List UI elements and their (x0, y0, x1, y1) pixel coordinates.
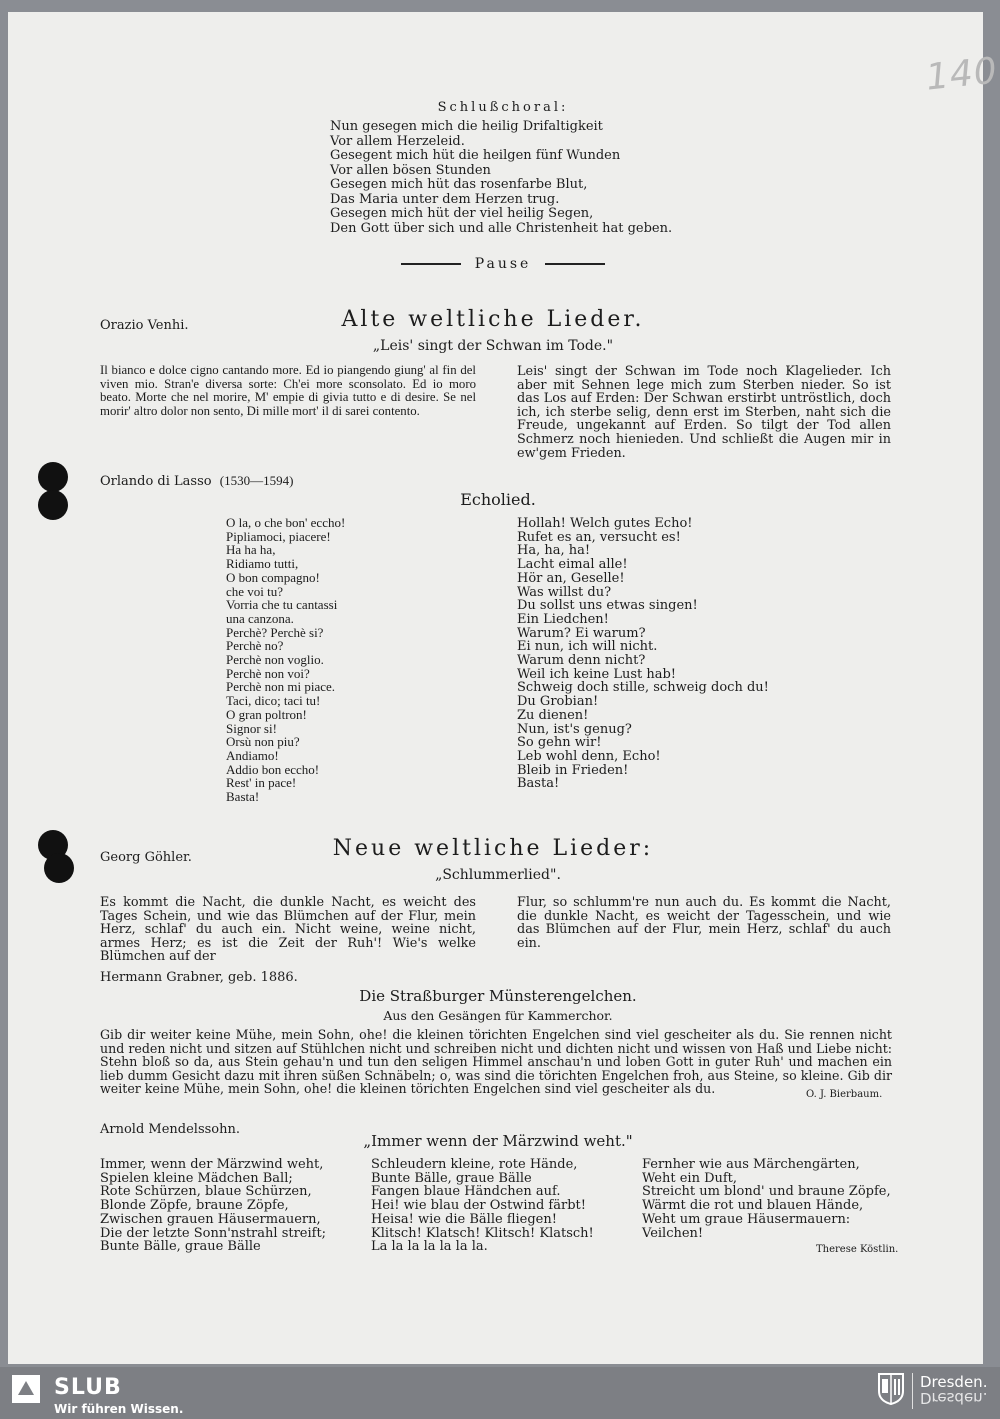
section-heading-schlusschoral: Schlußchoral: (437, 100, 569, 115)
song-title: Die Straßburger Münsterengelchen. (359, 987, 637, 1005)
german-lines (517, 517, 817, 791)
lyric-line: Ha, ha, ha! (517, 543, 591, 559)
composer-name: Arnold Mendelssohn. (100, 1122, 241, 1137)
composer-name: Orlando di Lasso (100, 474, 212, 489)
lyricist-name: O. J. Bierbaum. (806, 1089, 883, 1100)
lyric-line: Perchè non voglio. (226, 652, 324, 668)
lyric-line: Immer, wenn der Märzwind weht, (100, 1157, 324, 1172)
song-title: „Leis' singt der Schwan im Tode." (372, 338, 614, 354)
lyric-line: Zwischen grauen Häusermauern, (100, 1211, 321, 1227)
lyric-line: O gran poltron! (226, 706, 307, 722)
dresden-coat-of-arms-icon (878, 1373, 904, 1405)
composer-line (100, 473, 293, 489)
lyrics-right: Flur, so schlumm're nun auch du. Es kommt die Nacht, die dunkle Nacht, es weicht der Tagesschein, und wie das Blümchen auf der Flur, mein Herz, schlaf' du auch ein. (517, 895, 891, 951)
lyric-line: Basta! (517, 776, 560, 792)
lyric-line: Bunte Bälle, graue Bälle (371, 1170, 532, 1186)
italian-lines (226, 516, 486, 804)
library-tagline: Wir führen Wissen. (54, 1402, 184, 1416)
lyric-line: Wärmt die rot und blauen Hände, (642, 1198, 864, 1214)
italian-lyrics: Il bianco e dolce cigno cantando more. Ed io piangendo giung' al fin del viven mio. Stran'e diversa sorte: Ch'ei more sconsolato. Ed io moro beato. Morte che nel morire, M' empie di givia tutto e di desire. Se nel morir' altro dolor non sento, Di mille mort' il di sarei contento. (100, 363, 476, 418)
lyric-line: Andiamo! (226, 747, 279, 763)
pause-divider (308, 256, 698, 272)
lyric-line: Perchè no? (226, 638, 284, 654)
lyric-line: Signor si! (226, 720, 277, 736)
lyric-line: che voi tu? (226, 583, 284, 599)
lyric-line: Ha ha ha, (226, 542, 276, 558)
lyric-line: Veilchen! (642, 1225, 704, 1241)
lyric-line: Bleib in Frieden! (517, 762, 629, 778)
punch-hole (38, 490, 68, 520)
lyric-line: Heisa! wie die Bälle fliegen! (371, 1211, 557, 1227)
lyric-line: Spielen kleine Mädchen Ball; (100, 1170, 293, 1186)
footer-bar (0, 1367, 1000, 1419)
song-subtitle: Aus den Gesängen für Kammerchor. (383, 1008, 613, 1023)
song-title: Echolied. (460, 490, 536, 509)
lyric-line: O bon compagno! (226, 569, 320, 585)
choral-text: Nun gesegen mich die heilig Drifaltigkeit Vor allem Herzeleid. Gesegent mich hüt die heilgen fünf Wunden Vor allen bösen Stunden Gesegen mich hüt das rosenfarbe Blut, Das Maria unter dem Herzen trug. Gesegen mich hüt der viel heilig Segen, Den Gott über sich und alle Christenheit hat geben. (330, 119, 673, 236)
document-page (8, 12, 1000, 1364)
lyric-line: Was willst du? (517, 584, 612, 600)
lyric-line: Schleudern kleine, rote Hände, (371, 1157, 578, 1172)
punch-hole (44, 853, 74, 883)
lyric-line: Die der letzte Sonn'nstrahl streift; (100, 1225, 327, 1241)
page-number-annotation: 140 (924, 50, 1000, 99)
section-title-neue-lieder: Neue weltliche Lieder: (332, 836, 654, 861)
lyric-line: Addio bon eccho! (226, 761, 320, 777)
library-name: SLUB (54, 1375, 122, 1400)
section-title-alte-lieder: Alte weltliche Lieder. (341, 307, 645, 332)
lyric-line: La la la la la la la. (371, 1239, 488, 1255)
lyric-line: Ein Liedchen! (517, 611, 609, 627)
german-lyrics: Leis' singt der Schwan im Tode noch Klagelieder. Ich aber mit Sehnen lege mich zum Sterben nieder. So ist das Los auf Erden: Der Schwan erstirbt untröstlich, doch ich, ich sterbe selig, denn erst im Sterben, naht sich die Freude, ungekannt auf Erden. So tilgt der Tod allen Schmerz noch hienieden. Und schließt die Augen mir in ew'gem Frieden. (517, 364, 891, 461)
composer-dates: (1530—1594) (219, 473, 294, 488)
lyric-line: Warum? Ei warum? (517, 625, 646, 641)
lyrics-col-1 (100, 1158, 360, 1254)
lyric-line: Taci, dico; taci tu! (226, 693, 321, 709)
lyric-line: Du Grobian! (517, 694, 599, 710)
lyric-line: Bunte Bälle, graue Bälle (100, 1239, 261, 1255)
lyric-line: Blonde Zöpfe, braune Zöpfe, (100, 1198, 289, 1214)
lyric-line: Ei nun, ich will nicht. (517, 639, 658, 655)
composer-name: Georg Göhler. (100, 850, 192, 865)
lyric-line: una canzona. (226, 610, 294, 626)
lyrics-col-2 (371, 1158, 631, 1254)
lyric-line: Rote Schürzen, blaue Schürzen, (100, 1184, 312, 1200)
divider-line (401, 263, 461, 265)
divider-line (545, 263, 605, 265)
lyric-line: Vorria che tu cantassi (226, 597, 338, 613)
lyric-line: Rufet es an, versucht es! (517, 529, 681, 545)
lyric-line: Du sollst uns etwas singen! (517, 598, 698, 614)
lyric-line: Zu dienen! (517, 707, 589, 723)
city-name-reflection: Dresden. (920, 1389, 988, 1407)
lyric-line: Weht um graue Häusermauern: (642, 1211, 851, 1227)
lyric-line: O la, o che bon' eccho! (226, 515, 346, 530)
punch-hole (38, 462, 68, 492)
lyric-line: Fernher wie aus Märchengärten, (642, 1157, 860, 1172)
footer-divider (912, 1373, 913, 1409)
lyric-line: Fangen blaue Händchen auf. (371, 1184, 561, 1200)
lyric-line: Perchè non voi? (226, 665, 310, 681)
pause-label: Pause (474, 256, 532, 272)
lyric-line: Hör an, Geselle! (517, 570, 625, 586)
song-title: „Schlummerlied". (435, 867, 561, 883)
lyric-line: So gehn wir! (517, 735, 602, 751)
lyric-line: Basta! (226, 789, 260, 805)
lyricist-name: Therese Köstlin. (816, 1244, 899, 1255)
city-name: Dresden. (920, 1373, 988, 1391)
lyrics-left: Es kommt die Nacht, die dunkle Nacht, es weicht des Tages Schein, und wie das Blümchen auf der Flur, mein Herz, schlaf' du auch ein. Nicht weine, weine nicht, armes Herz; es ist die Zeit der Ruh'! Wie's welke Blümchen auf der (100, 895, 476, 965)
lyric-line: Leb wohl denn, Echo! (517, 748, 661, 764)
slub-logo-icon (12, 1375, 40, 1403)
lyric-line: Hei! wie blau der Ostwind färbt! (371, 1198, 586, 1214)
lyric-line: Nun, ist's genug? (517, 721, 632, 737)
lyric-line: Klitsch! Klatsch! Klitsch! Klatsch! (371, 1225, 594, 1241)
lyric-line: Pipliamoci, piacere! (226, 528, 331, 544)
lyric-line: Schweig doch stille, schweig doch du! (517, 680, 769, 696)
composer-name: Hermann Grabner, geb. 1886. (100, 970, 298, 985)
lyrics-text: Gib dir weiter keine Mühe, mein Sohn, ohe! die kleinen törichten Engelchen sind viel gescheiter als du. Sie rennen nicht und reden nicht und sitzen auf Stühlchen nicht und schreiben nicht und dichten nicht und wissen von Haß und Liebe nicht: Stehn bloß so da, aus Stein gehau'n und tun den seligen Himmel anschau'n und loben Gott in guter Ruh' und machen ein lieb dumm Gesicht dazu mit ihren süßen Schnäbeln; o, was sind die törichten Engelchen froh, aus Steine, so kleine. Gib dir weiter keine Mühe, mein Sohn, ohe! die kleinen törichten Engelchen sind viel gescheiter als du. (100, 1027, 892, 1097)
lyric-line: Rest' in pace! (226, 775, 297, 791)
lyric-line: Hollah! Welch gutes Echo! (517, 516, 693, 531)
lyric-line: Lacht eimal alle! (517, 557, 628, 573)
song-title: „Immer wenn der Märzwind weht." (363, 1132, 633, 1150)
lyric-line: Weht ein Duft, (642, 1170, 738, 1186)
lyric-line: Weil ich keine Lust hab! (517, 666, 677, 682)
lyric-line: Warum denn nicht? (517, 653, 646, 669)
lyric-line: Orsù non piu? (226, 734, 300, 750)
lyric-line: Perchè? Perchè si? (226, 624, 324, 640)
lyric-line: Streicht um blond' und braune Zöpfe, (642, 1184, 891, 1200)
lyrics-col-3 (642, 1158, 902, 1240)
lyric-line: Perchè non mi piace. (226, 679, 336, 695)
lyric-line: Ridiamo tutti, (226, 556, 299, 572)
composer-name: Orazio Venhi. (100, 318, 189, 333)
